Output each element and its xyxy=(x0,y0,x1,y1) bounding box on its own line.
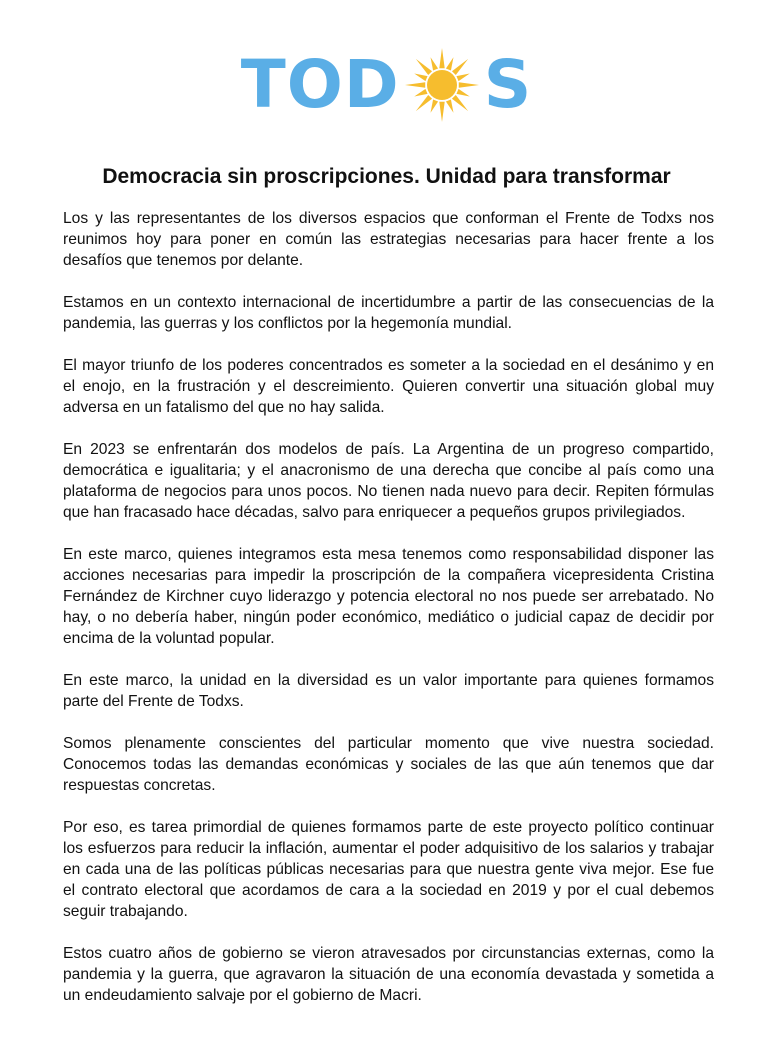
logo-text-suffix: S xyxy=(483,46,533,123)
paragraph: Somos plenamente conscientes del particular momento que vive nuestra sociedad. Conocemos todas las demandas económicas y sociales de las que aún tenemos que dar respuestas concretas. xyxy=(63,735,714,794)
todos-logo xyxy=(0,44,773,126)
sun-ray xyxy=(416,59,432,75)
sun-ray xyxy=(452,59,468,75)
sun-icon xyxy=(402,45,482,125)
sun-ray xyxy=(439,102,444,122)
sun-ray xyxy=(452,95,468,111)
sun-ray xyxy=(414,74,427,82)
sun-ray xyxy=(430,99,438,112)
sun-ray xyxy=(430,57,438,70)
document-title: Democracia sin proscripciones. Unidad para transformar xyxy=(102,165,671,188)
logo-text-prefix: TOD xyxy=(240,46,400,123)
sun-ray xyxy=(446,99,454,112)
paragraph: El mayor triunfo de los poderes concentrados es someter a la sociedad en el desánimo y en el enojo, en la frustración y el descreimiento. Quieren convertir una situación global muy adversa en un fatalismo del que no hay salida. xyxy=(63,357,714,416)
paragraph: Por eso, es tarea primordial de quienes formamos parte de este proyecto político continuar los esfuerzos para reducir la inflación, aumentar el poder adquisitivo de los salarios y trabajar en cada una de las políticas públicas necesarias para que nuestra gente viva mejor. Ese fue el contrato electoral que acordamos de cara a la sociedad en 2019 y por el cual debemos seguir trabajando. xyxy=(63,819,714,920)
sun-ray xyxy=(439,48,444,68)
sun-ray xyxy=(414,89,427,97)
paragraph: En este marco, quienes integramos esta mesa tenemos como responsabilidad disponer las acciones necesarias para impedir la proscripción de la compañera vicepresidenta Cristina Fernández de Kirchner cuyo liderazgo y potencia electoral no nos puede ser arrebatado. No hay, o no debería haber, ningún poder económico, mediático o judicial capaz de decidir por encima de la voluntad popular. xyxy=(63,546,714,647)
sun-ray xyxy=(456,74,469,82)
sun-ray xyxy=(446,57,454,70)
sun-ray xyxy=(458,82,478,87)
paragraph: Los y las representantes de los diversos espacios que conforman el Frente de Todxs nos reunimos hoy para poner en común las estrategias necesarias para hacer frente a los desafíos que tenemos por delante. xyxy=(63,210,714,269)
paragraph: En este marco, la unidad en la diversidad es un valor importante para quienes formamos parte del Frente de Todxs. xyxy=(63,672,714,710)
sun-ray xyxy=(456,89,469,97)
paragraph: Estamos en un contexto internacional de incertidumbre a partir de las consecuencias de la pandemia, las guerras y los conflictos por la hegemonía mundial. xyxy=(63,294,714,332)
sun-ray xyxy=(416,95,432,111)
paragraph: En 2023 se enfrentarán dos modelos de país. La Argentina de un progreso compartido, democrática e igualitaria; y el anacronismo de una derecha que concibe al país como una plataforma de negocios para unos pocos. No tienen nada nuevo para decir. Repiten fórmulas que han fracasado hace décadas, salvo para enriquecer a pequeños grupos privilegiados. xyxy=(63,441,714,521)
document-body xyxy=(63,208,714,1027)
sun-ray xyxy=(405,82,425,87)
paragraph: Estos cuatro años de gobierno se vieron atravesados por circunstancias externas, como la pandemia y la guerra, que agravaron la situación de una economía devastada y sometida a un endeudamiento salvaje por el gobierno de Macri. xyxy=(63,945,714,1004)
